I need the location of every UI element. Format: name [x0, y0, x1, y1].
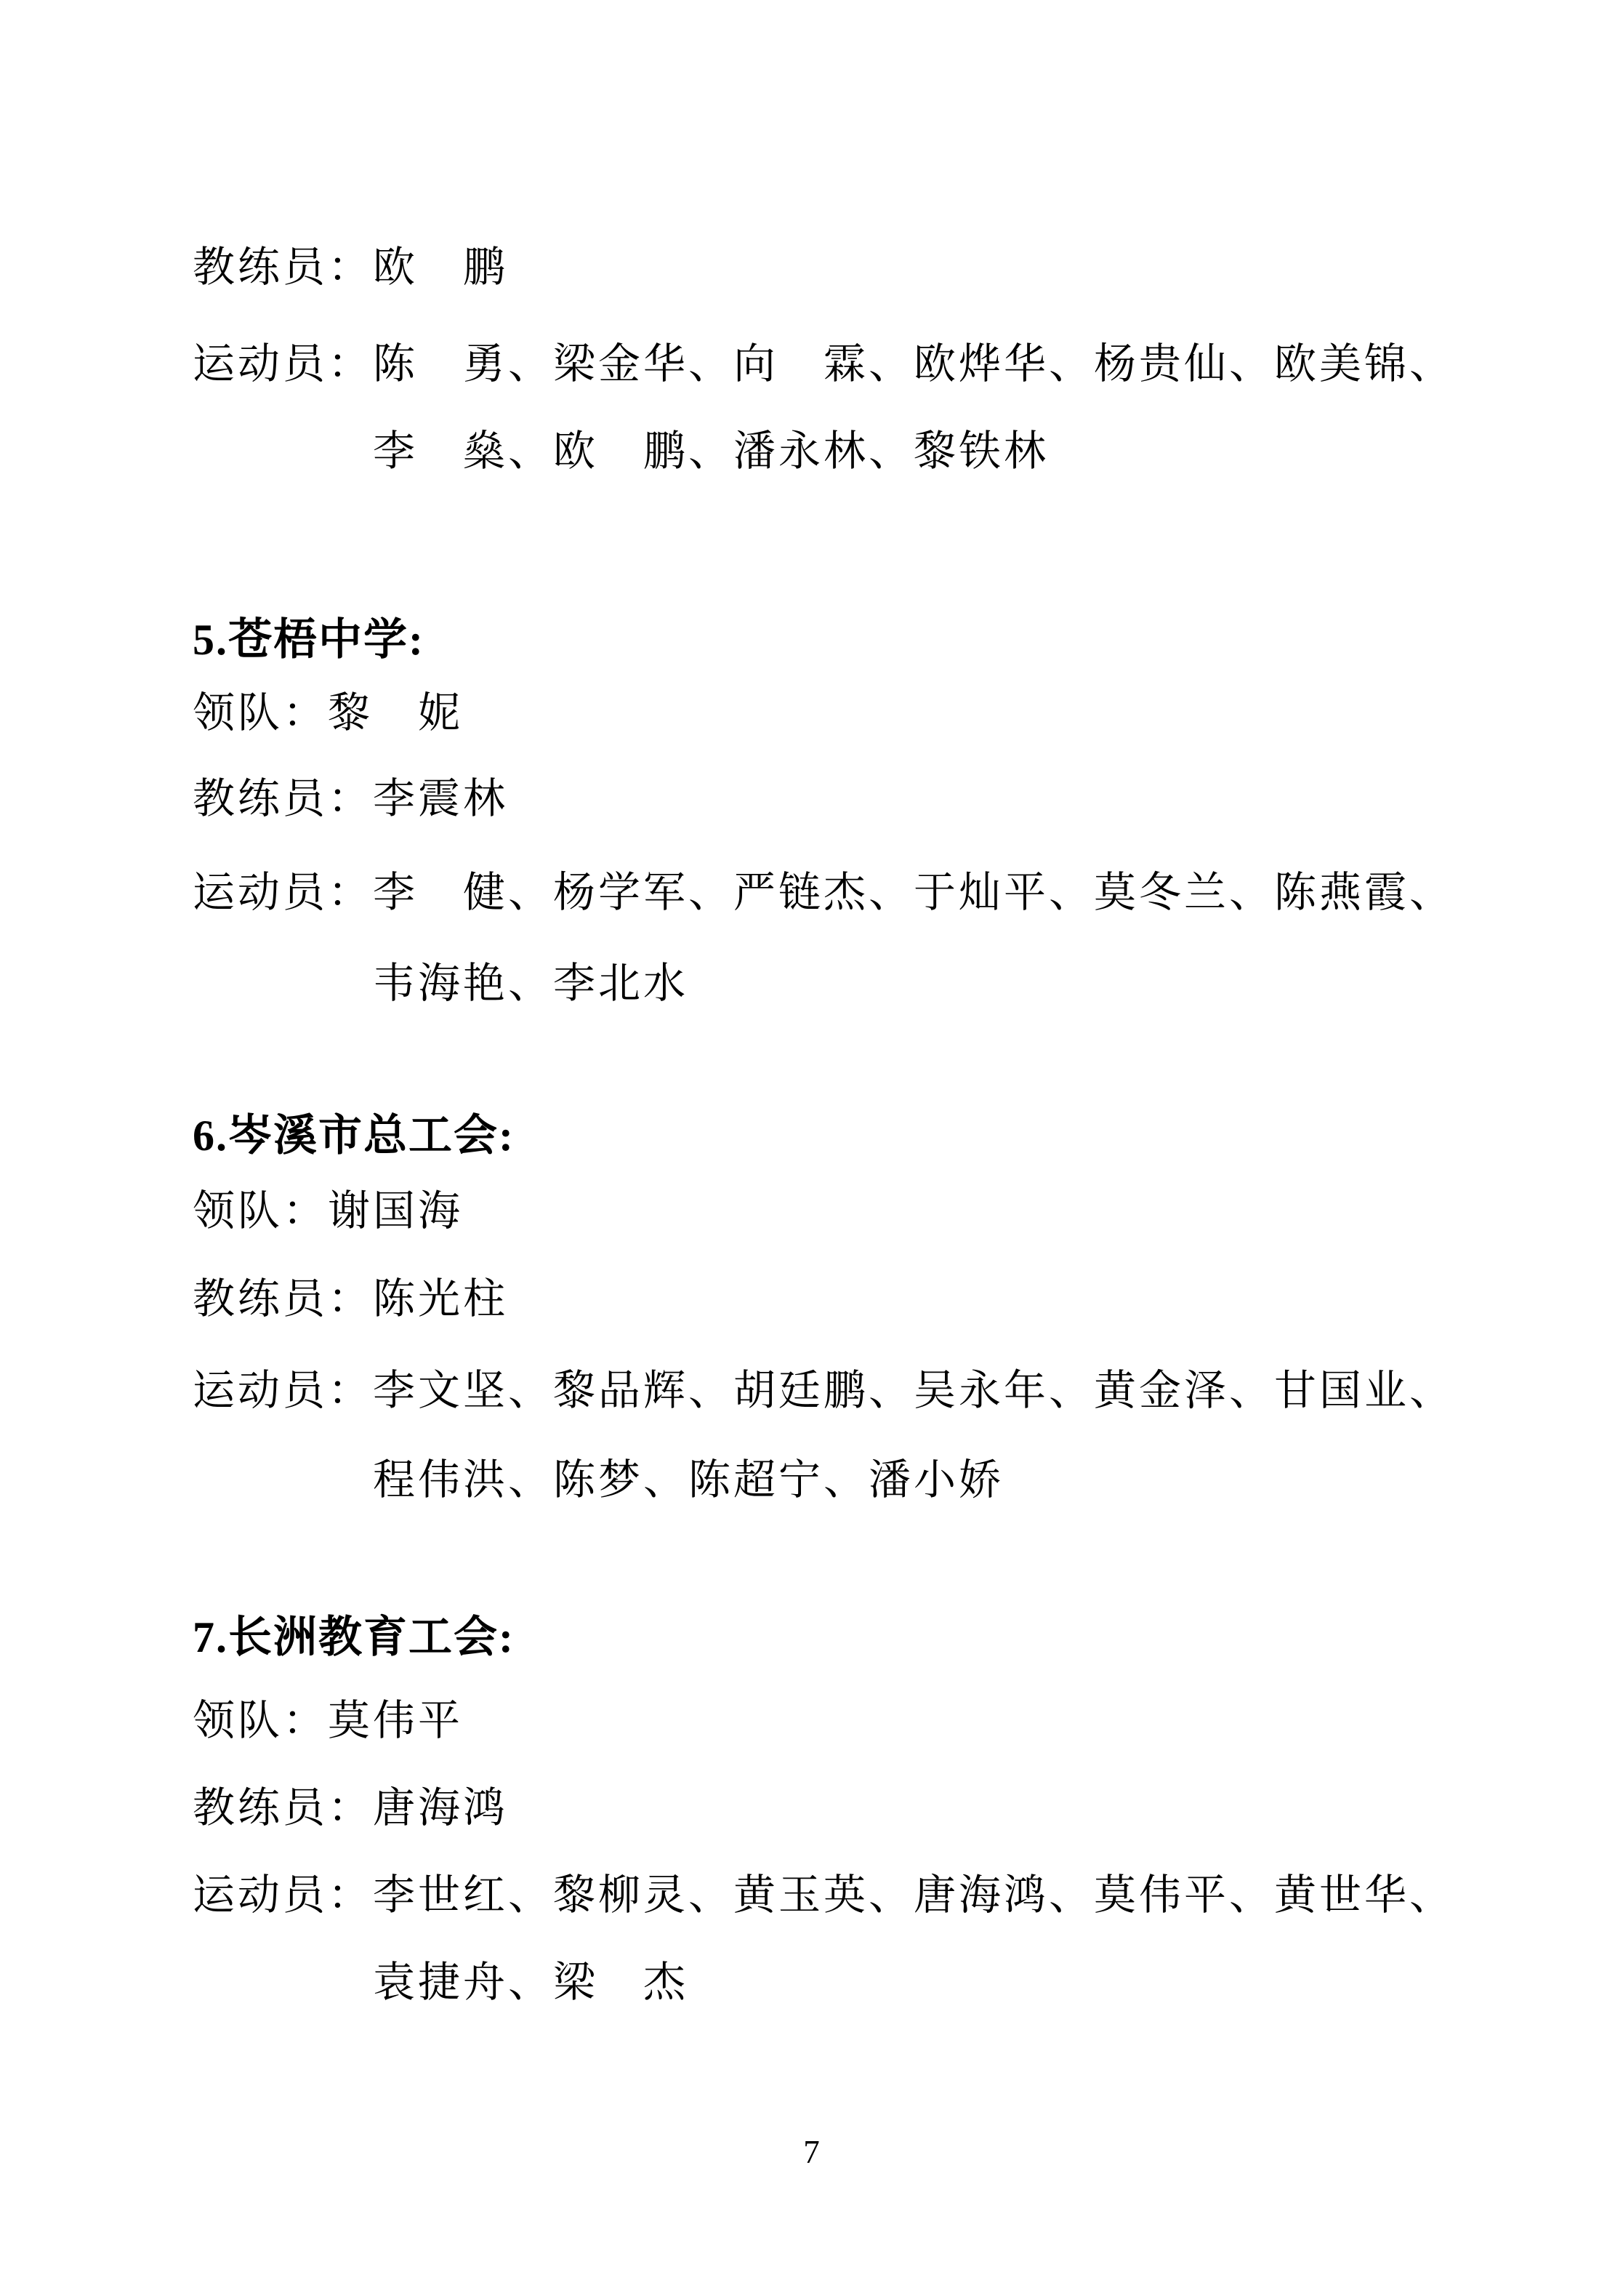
- page-number: 7: [803, 2134, 820, 2170]
- team6-athletes-line-2: [373, 1456, 1004, 1505]
- team5-coach-name: 李震林: [373, 775, 509, 822]
- team4-coach-line: [193, 244, 508, 292]
- athletes-label: 运动员：: [193, 1367, 374, 1414]
- team7-leader-line: [193, 1697, 463, 1746]
- team4-athletes-names-1: 陈 勇、梁金华、向 霖、欧烨华、杨贵仙、欧美锦、: [373, 340, 1455, 388]
- team5-coach-line: [193, 775, 508, 824]
- athletes-label: 运动员：: [193, 340, 374, 388]
- coach-label: 教练员：: [193, 1275, 374, 1322]
- team6-athletes-line-1: [193, 1367, 1454, 1416]
- team7-athletes-line-1: [193, 1871, 1454, 1920]
- team6-coach-line: [193, 1275, 508, 1324]
- coach-label: 教练员：: [193, 775, 374, 822]
- leader-label: 领队：: [193, 1187, 329, 1235]
- team6-leader-name: 谢国海: [328, 1187, 464, 1235]
- coach-label: 教练员：: [193, 1784, 374, 1831]
- team5-athletes-names-2: 韦海艳、李北水: [373, 960, 689, 1007]
- team5-athletes-line-2: [373, 960, 688, 1008]
- team5-heading: 5.苍梧中学:: [193, 616, 424, 664]
- team6-leader-line: [193, 1187, 463, 1236]
- leader-label: 领队：: [193, 689, 329, 736]
- team6-athletes-names-1: 李文坚、黎品辉、胡廷鹏、吴永年、黄金泽、甘国业、: [373, 1367, 1455, 1414]
- athletes-label: 运动员：: [193, 869, 374, 916]
- team7-athletes-line-2: [373, 1959, 688, 2007]
- team6-athletes-names-2: 程伟洪、陈梦、陈超宁、潘小娇: [373, 1456, 1004, 1504]
- team6-heading: 6.岑溪市总工会:: [193, 1112, 515, 1160]
- team4-athletes-line-2: [373, 428, 1049, 476]
- team7-coach-line: [193, 1784, 508, 1833]
- coach-label: 教练员：: [193, 244, 374, 291]
- team4-coach-name: 欧 鹏: [373, 244, 509, 291]
- team5-athletes-names-1: 李 健、杨学军、严链杰、于灿平、莫冬兰、陈燕霞、: [373, 869, 1455, 916]
- team7-athletes-names-2: 袁捷舟、梁 杰: [373, 1959, 689, 2006]
- team5-leader-line: [193, 689, 463, 738]
- leader-label: 领队：: [193, 1697, 329, 1744]
- team7-heading: 7.长洲教育工会:: [193, 1613, 515, 1661]
- team7-leader-name: 莫伟平: [328, 1697, 464, 1744]
- team4-athletes-names-2: 李 燊、欧 鹏、潘永林、黎铁林: [373, 428, 1050, 475]
- team6-coach-name: 陈光柱: [373, 1275, 509, 1322]
- athletes-label: 运动员：: [193, 1871, 374, 1919]
- team5-athletes-line-1: [193, 869, 1454, 918]
- team7-athletes-names-1: 李世红、黎柳灵、黄玉英、唐海鸿、莫伟平、黄世华、: [373, 1871, 1455, 1919]
- team5-leader-name: 黎 妮: [328, 689, 464, 736]
- team7-coach-name: 唐海鸿: [373, 1784, 509, 1831]
- team4-athletes-line-1: [193, 340, 1454, 389]
